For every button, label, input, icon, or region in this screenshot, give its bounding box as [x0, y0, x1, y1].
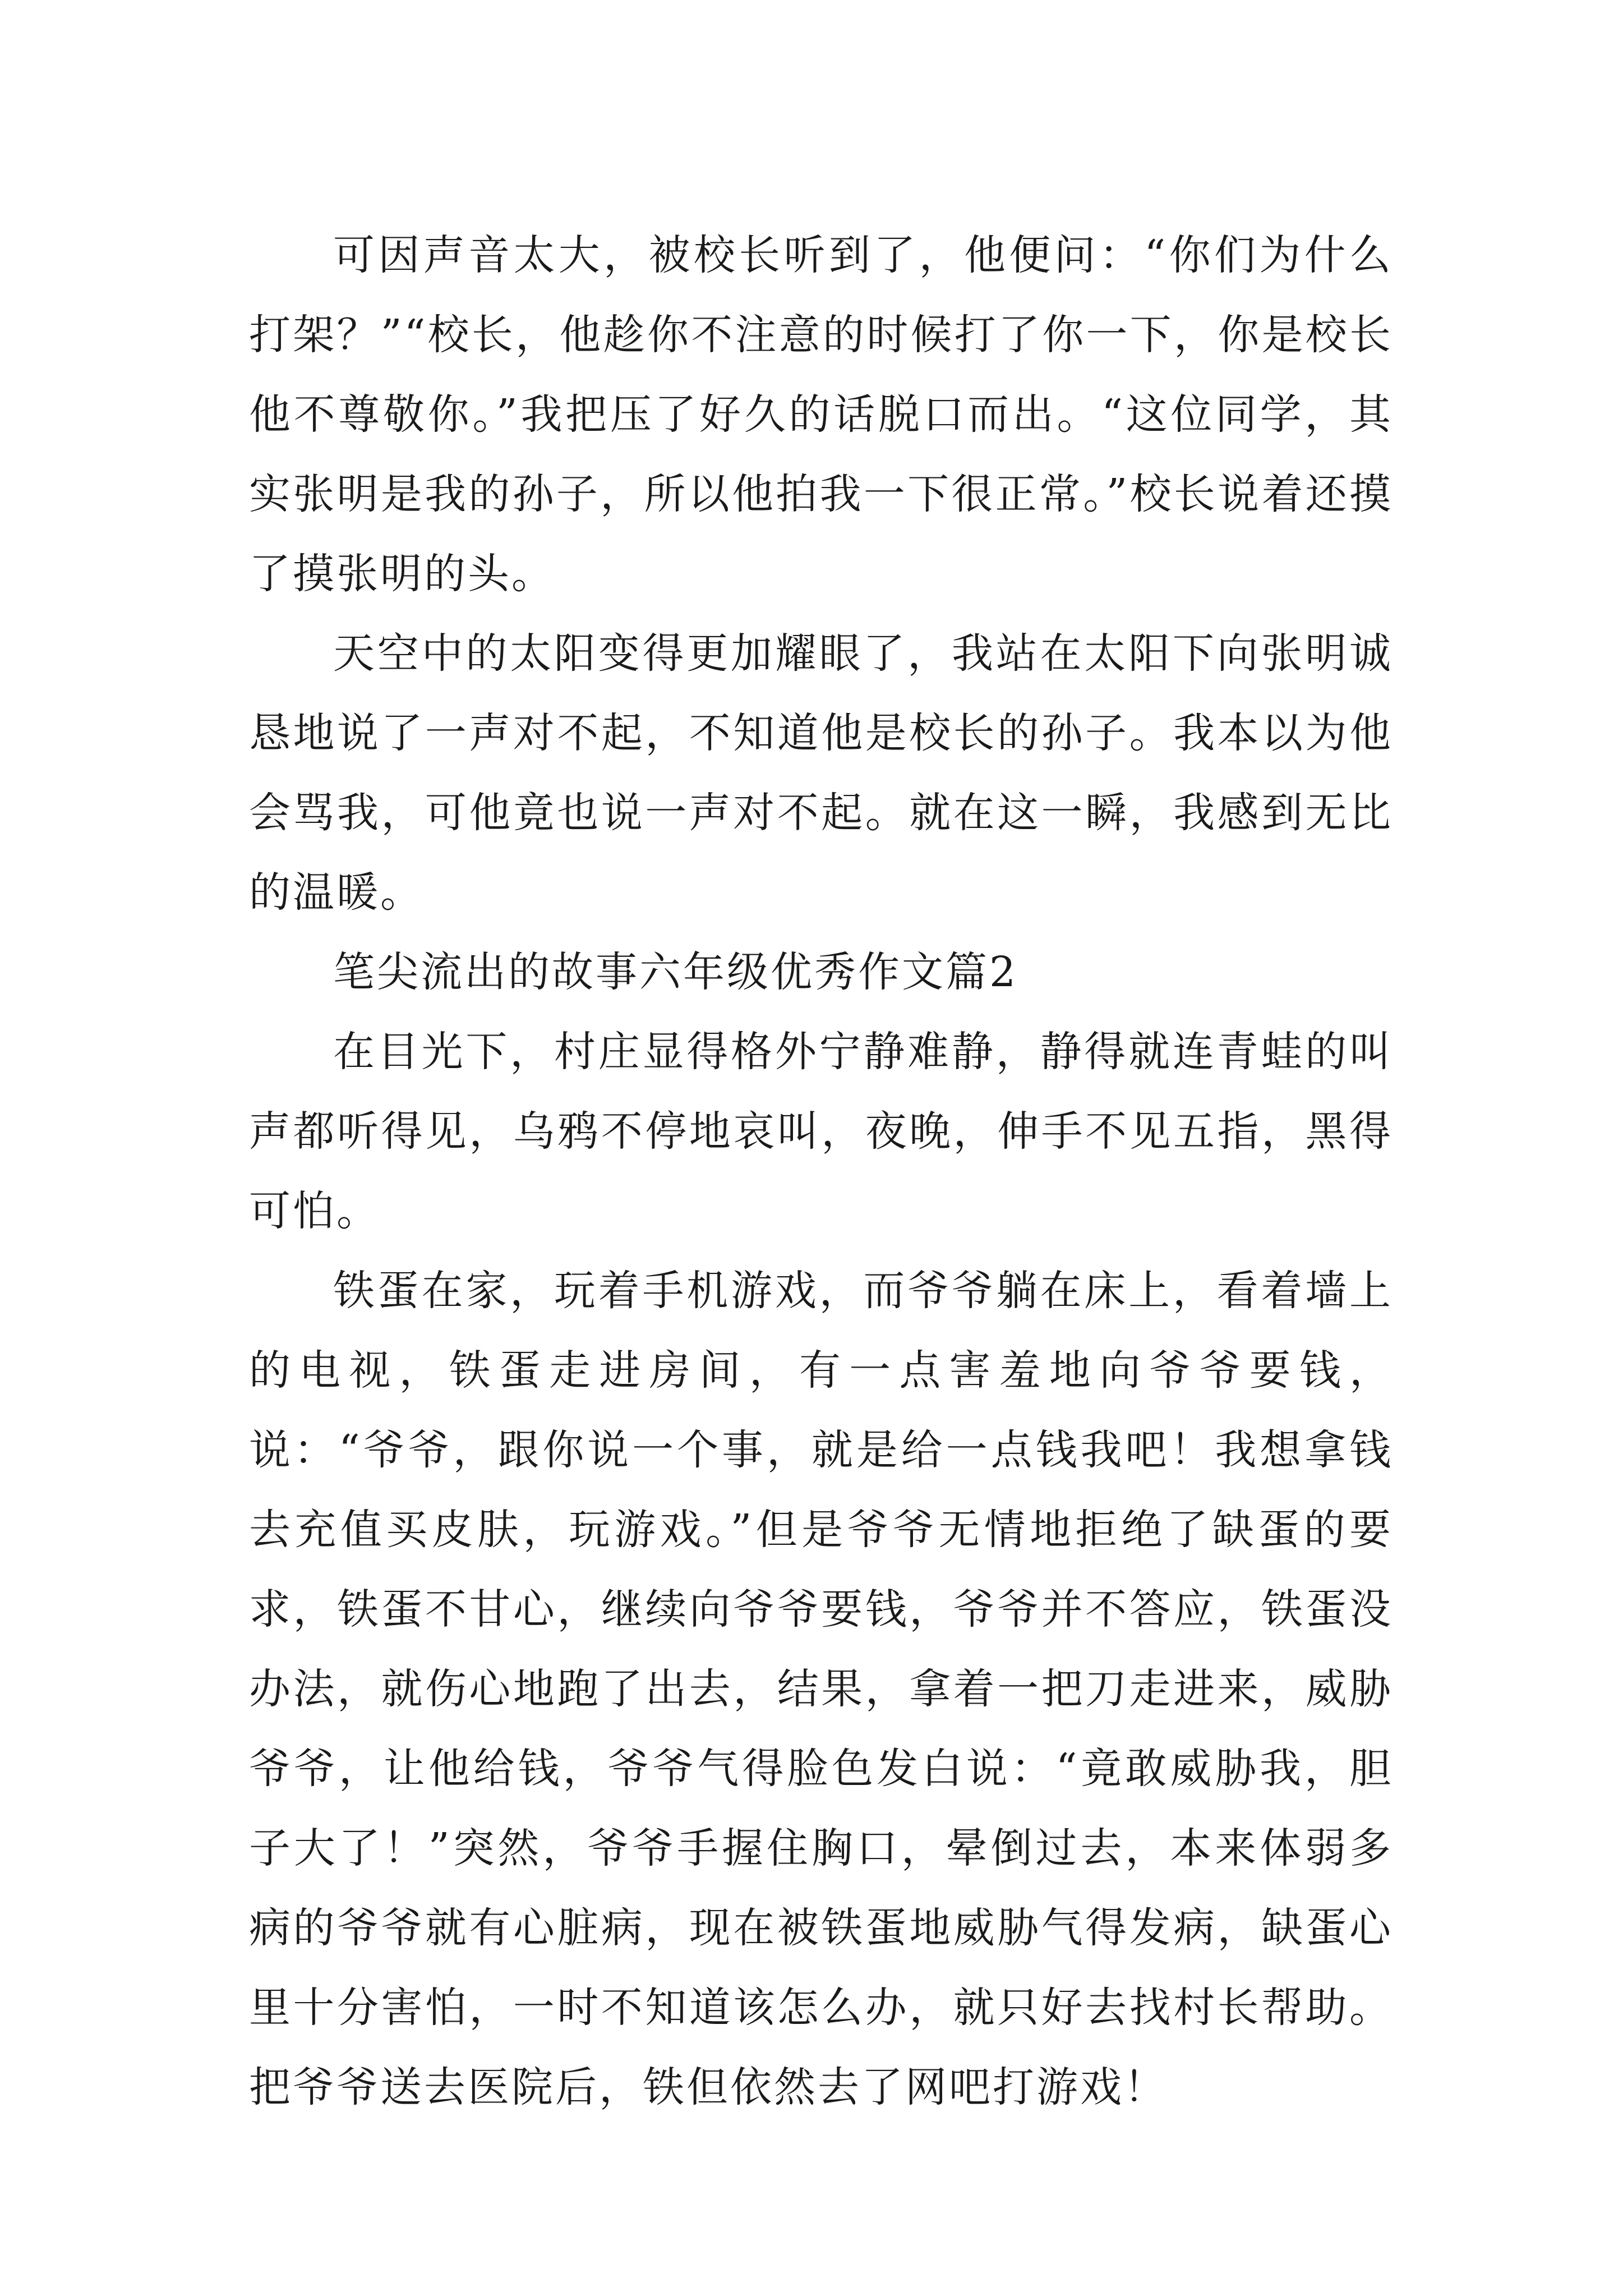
- document-body: [249, 215, 1393, 2127]
- essay-heading: 笔尖流出的故事六年级优秀作文篇2: [333, 948, 1018, 996]
- paragraph-apology: 天空中的太阳变得更加耀眼了，我站在太阳下向张明诚恳地说了一声对不起，不知道他是校长的孙子。我本以为他会骂我，可他竟也说一声对不起。就在这一瞬，我感到无比的温暖。: [249, 629, 1393, 917]
- paragraph-principal-question: 可因声音太大，被校长听到了，他便问：“你们为什么打架？”“校长，他趁你不注意的时候打了你一下，你是校长他不尊敬你。”我把压了好久的话脱口而出。“这位同学，其实张明是我的孙子，所以他拍我一下很正常。”校长说着还摸了摸张明的头。: [249, 231, 1393, 598]
- paragraph-tiedan-story: 铁蛋在家，玩着手机游戏，而爷爷躺在床上，看着墙上的电视，铁蛋走进房间，有一点害羞地向爷爷要钱，说：“爷爷，跟你说一个事，就是给一点钱我吧！我想拿钱去充值买皮肤，玩游戏。”但是爷爷无情地拒绝了缺蛋的要求，铁蛋不甘心，继续向爷爷要钱，爷爷并不答应，铁蛋没办法，就伤心地跑了出去，结果，拿着一把刀走进来，威胁爷爷，让他给钱，爷爷气得脸色发白说：“竟敢威胁我，胆子大了！”突然，爷爷手握住胸口，晕倒过去，本来体弱多病的爷爷就有心脏病，现在被铁蛋地威胁气得发病，缺蛋心里十分害怕，一时不知道该怎么办，就只好去找村长帮助。把爷爷送去医院后，铁但依然去了网吧打游戏！: [249, 1267, 1393, 2111]
- paragraph-village-night: 在目光下，村庄显得格外宁静难静，静得就连青蛙的叫声都听得见，乌鸦不停地哀叫，夜晚，伸手不见五指，黑得可怕。: [249, 1028, 1393, 1235]
